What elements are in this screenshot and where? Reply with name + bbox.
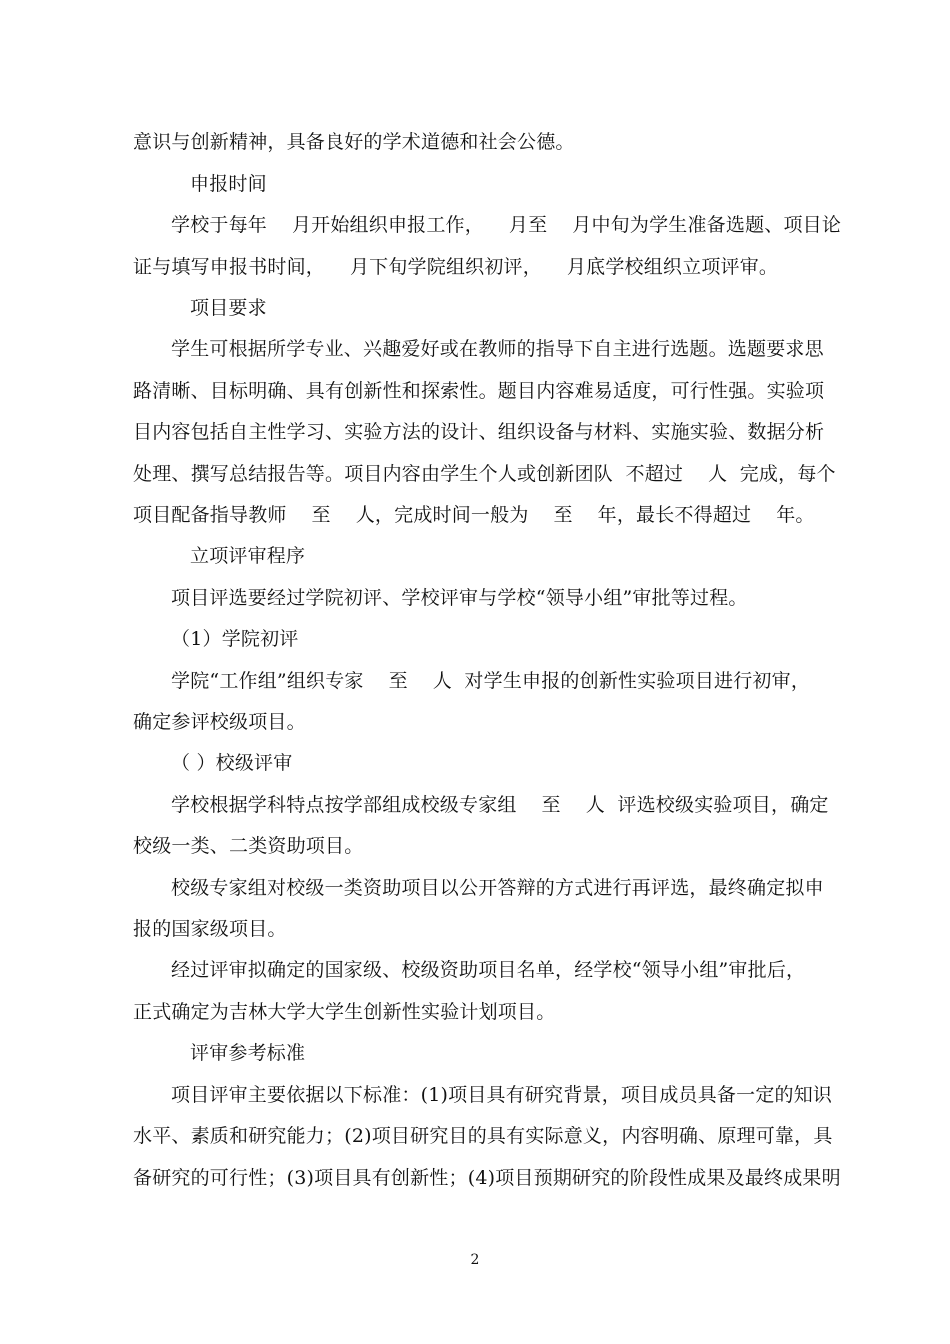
- body-line: 报的国家级项目。: [133, 918, 287, 940]
- body-line: 学院“工作组”组织专家 至 人 对学生申报的创新性实验项目进行初审，: [171, 670, 811, 692]
- body-line: 校级专家组对校级一类资助项目以公开答辩的方式进行再评选，最终确定拟申: [171, 877, 824, 899]
- body-line: 路清晰、目标明确、具有创新性和探索性。题目内容难易适度，可行性强。实验项: [133, 380, 825, 402]
- body-line: 备研究的可行性；(3)项目具有创新性；(4)项目预期研究的阶段性成果及最终成果明: [133, 1167, 841, 1189]
- body-line: 学校于每年 月开始组织申报工作， 月至 月中旬为学生准备选题、项目论: [171, 214, 842, 236]
- section-heading: 申报时间: [190, 173, 267, 195]
- body-line: 学校根据学科特点按学部组成校级专家组 至 人 评选校级实验项目，确定: [171, 794, 829, 816]
- body-line: 学生可根据所学专业、兴趣爱好或在教师的指导下自主进行选题。选题要求思: [171, 338, 824, 360]
- subsection-heading: （ ）校级评审: [171, 752, 293, 774]
- body-line: 项目评审主要依据以下标准：(1)项目具有研究背景，项目成员具备一定的知识: [171, 1084, 833, 1106]
- section-heading: 项目要求: [190, 297, 267, 319]
- page-number: 2: [470, 1252, 480, 1268]
- subsection-heading: （1）学院初评: [171, 628, 299, 650]
- body-line: 正式确定为吉林大学大学生创新性实验计划项目。: [133, 1001, 556, 1023]
- body-line: 目内容包括自主性学习、实验方法的设计、组织设备与材料、实施实验、数据分析: [133, 421, 825, 443]
- body-line: 项目配备指导教师 至 人，完成时间一般为 至 年，最长不得超过 年。: [133, 504, 815, 526]
- body-line: 意识与创新精神，具备良好的学术道德和社会公德。: [133, 131, 575, 153]
- section-heading: 立项评审程序: [190, 545, 306, 567]
- body-line: 处理、撰写总结报告等。项目内容由学生个人或创新团队 不超过 人 完成，每个: [133, 463, 836, 485]
- body-line: 水平、素质和研究能力；(2)项目研究目的具有实际意义，内容明确、原理可靠，具: [133, 1125, 833, 1147]
- body-line: 确定参评校级项目。: [133, 711, 306, 733]
- body-line: 证与填写申报书时间， 月下旬学院组织初评， 月底学校组织立项评审。: [133, 256, 779, 278]
- body-line: 项目评选要经过学院初评、学校评审与学校“领导小组”审批等过程。: [171, 587, 748, 609]
- body-line: 校级一类、二类资助项目。: [133, 835, 364, 857]
- body-line: 经过评审拟确定的国家级、校级资助项目名单，经学校“领导小组”审批后，: [171, 959, 806, 981]
- section-heading: 评审参考标准: [190, 1042, 306, 1064]
